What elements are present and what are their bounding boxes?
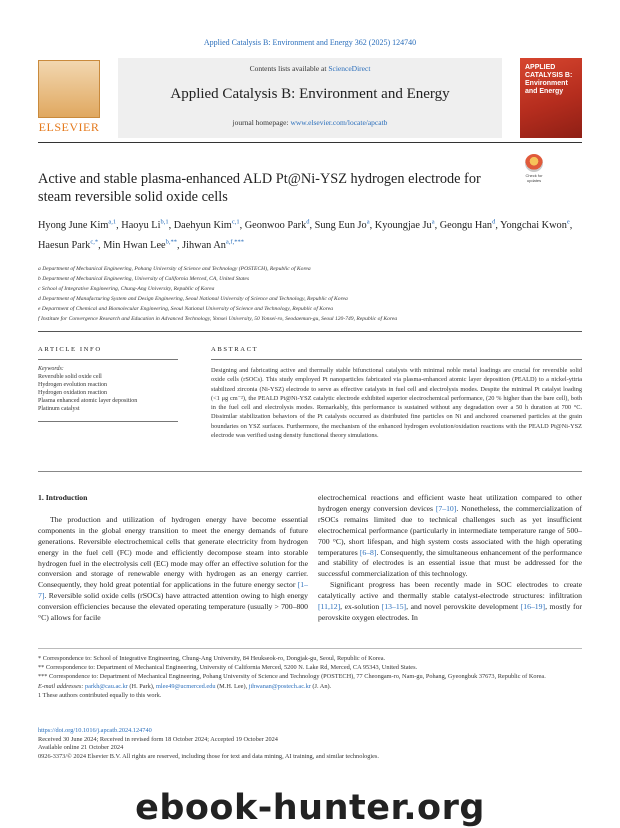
- footnote-divider: [38, 648, 582, 649]
- received-dates: Received 30 June 2024; Received in revised form 18 October 2024; Accepted 19 October 2024: [38, 735, 278, 743]
- keyword: Platinum catalyst: [38, 406, 80, 412]
- author[interactable]: Yongchai Kwon$^e$,: [500, 219, 573, 232]
- masthead-center: [118, 58, 502, 138]
- abstract-heading: ABSTRACT: [211, 346, 259, 353]
- affiliation-d: d Department of Manufacturing System and Design Engineering, Seoul National University of Science and Technology, Republic of Korea: [38, 296, 348, 302]
- citation-link[interactable]: [7–10]: [435, 503, 457, 513]
- affiliation-f: f Institute for Convergence Research and Education in Advanced Technology, Yonsei University, 50 Yonsei-ro, Seodaemun-gu, Seoul 120-749, Republic of Korea: [38, 316, 398, 322]
- homepage-link[interactable]: www.elsevier.com/locate/apcatb: [290, 118, 388, 127]
- body-paragraph: Significant progress has been recently made in SOC electrodes to create catalytically active and thermally stable catalyst-electrode structures: infiltration [11,12], ex-solution [13–15], and novel perovskite development [16–19], mostly for perovskite oxygen electrodes. In: [318, 580, 582, 622]
- sciencedirect-link[interactable]: ScienceDirect: [328, 64, 371, 73]
- abstract-text: Designing and fabricating active and thermally stable bifunctional catalysts with minimal noble metal loadings are crucial for reversible solid oxide cells (rSOCs). This study employed Pt nanoparticles fabricated via plasma-enhanced atomic layer deposition (PEALD) to a nickel-yttria stabilized zirconia (Ni-YSZ) electrode to serve as effective catalysts in fuel cell and electrolysis modes. Despite the minimal Pt catalyst loading (<1 μg cm⁻²), the PEALD Pt@Ni-YSZ catalytic electrode exhibited superior electrochemical performance, (20 % higher than the bare cell), both in the fuel cell and electrolysis modes. Remarkably, this performance is sustained without any degradation over a 50 h duration at 700 °C. Dissimilar stabilization behaviors of the Pt catalysts occurred as distributed fine particles on Ni and anchored coarsened particles at the grain boundaries on YSZ surfaces. Furthermore, the mechanism of the enhanced hydrogen evolution/oxidation reactions with the PEALD Pt@Ni-YSZ electrode was verified using density functional theory simulations.: [211, 367, 582, 440]
- author[interactable]: Geongu Han$^d$,: [439, 219, 501, 232]
- journal-cover-image: [520, 58, 582, 138]
- journal-masthead: [38, 58, 582, 138]
- header-divider: [38, 142, 582, 143]
- author[interactable]: Haoyu Li$^{b,1}$,: [121, 219, 174, 232]
- section-divider: [38, 331, 582, 332]
- author[interactable]: Haesun Park$^{c,*}$,: [38, 238, 104, 251]
- keywords-divider: [38, 421, 178, 422]
- contents-line: [118, 64, 502, 73]
- article-info-divider: [38, 359, 178, 360]
- correspondence-note: * Correspondence to: School of Integrative Engineering, Chung-Ang University, 84 Heukseok-ro, Dongjak-gu, Seoul, Republic of Korea.: [38, 655, 386, 662]
- doi-link[interactable]: https://doi.org/10.1016/j.apcatb.2024.124740: [38, 727, 152, 734]
- affiliation-a: a Department of Mechanical Engineering, Pohang University of Science and Technology (POSTECH), Republic of Korea: [38, 266, 311, 272]
- email-link[interactable]: jihwanan@postech.ac.kr: [248, 682, 311, 690]
- abstract-divider: [211, 359, 582, 360]
- elsevier-tree-icon: [38, 60, 100, 118]
- journal-title: Applied Catalysis B: Environment and Energy: [170, 86, 450, 102]
- equal-contribution-note: 1 These authors contributed equally to this work.: [38, 691, 162, 699]
- author-list: [38, 215, 582, 254]
- homepage-prefix: journal homepage:: [232, 118, 291, 127]
- keyword: Hydrogen evolution reaction: [38, 382, 107, 388]
- check-updates-label: Check for updates: [525, 173, 543, 183]
- email-link[interactable]: mlee49@ucmerced.edu: [156, 682, 216, 690]
- article-info-heading: ARTICLE INFO: [38, 346, 102, 353]
- author[interactable]: Daehyun Kim$^{c,1}$,: [173, 219, 245, 232]
- publication-info: [38, 727, 582, 761]
- author[interactable]: Jihwan $An^{a,f,***}$: [182, 238, 244, 251]
- author[interactable]: Min Hwan Lee$^{b,**}$,: [103, 238, 183, 251]
- article-title: Active and stable plasma-enhanced ALD Pt@Ni-YSZ hydrogen electrode for steam reversible solid oxide cells: [38, 171, 481, 205]
- citation-link[interactable]: [6–8]: [359, 547, 377, 557]
- check-updates-icon: [525, 154, 543, 172]
- elsevier-wordmark: ELSEVIER: [38, 120, 100, 134]
- check-for-updates-button[interactable]: [521, 154, 547, 184]
- citation-link[interactable]: [13–15]: [381, 602, 407, 612]
- body-column-right: [318, 493, 582, 624]
- homepage-line: [118, 118, 502, 127]
- email-addresses: E-mail addresses: parkh@cau.ac.kr (H. Park), mlee49@ucmerced.edu (M.H. Lee), jihwanan@postech.ac.kr (J. An).: [38, 682, 332, 690]
- keyword: Hydrogen oxidation reaction: [38, 390, 107, 396]
- journal-reference[interactable]: Applied Catalysis B: Environment and Energy 362 (2025) 124740: [203, 38, 417, 47]
- affiliation-c: c School of Integrative Engineering, Chung-Ang University, Republic of Korea: [38, 286, 215, 292]
- elsevier-logo: [38, 60, 100, 136]
- keywords-block: [38, 365, 188, 413]
- author[interactable]: Hyong June Kim$^{a,1}$,: [38, 219, 122, 232]
- introduction-heading: 1. Introduction: [38, 493, 88, 502]
- correspondence-note: *** Correspondence to: Department of Mechanical Engineering, Pohang University of Science and Technology (POSTECH), 77 Cheongam-ro, Nam-gu, Pohang, Gyeongbuk 37673, Republic of Korea.: [38, 673, 546, 681]
- author[interactable]: Kyoungjae Ju$^a$,: [374, 219, 440, 232]
- copyright: 0926-3373/© 2024 Elsevier B.V. All rights are reserved, including those for text and data mining, AI training, and similar technologies.: [38, 752, 379, 760]
- abstract-bottom-divider: [38, 471, 582, 472]
- affiliations: [38, 264, 582, 324]
- citation-link[interactable]: [1–7]: [38, 580, 308, 601]
- body-paragraph: electrochemical reactions and efficient waste heat utilization compared to other hydrogen energy conversion devices [7–10]. Nonetheless, the commercialization of rSOCs remains limited due to technical challenges such as yet insufficient electrochemical performance (particularly in intermediate temperature range of 500–700 °C), short lifespan, and high system costs associated with the high operating temperatures [6–8]. Consequently, the simultaneous enhancement of the performance and stability of electrodes is an essential issue that must be addressed for the successful commercialization of this technology.: [318, 493, 583, 579]
- email-link[interactable]: parkh@cau.ac.kr: [85, 682, 128, 690]
- cover-text: APPLIED CATALYSIS B: Environment and Energy: [525, 64, 573, 95]
- citation-link[interactable]: [16–19]: [520, 602, 546, 612]
- keywords-label: Keywords:: [38, 366, 64, 372]
- footnotes: [38, 654, 582, 700]
- contents-prefix: Contents lists available at: [249, 64, 329, 73]
- watermark: ebook-hunter.org: [135, 788, 485, 828]
- affiliation-e: e Department of Chemical and Biomolecular Engineering, Seoul National University of Science and Technology, Republic of Korea: [38, 306, 334, 312]
- affiliation-b: b Department of Mechanical Engineering, University of California Merced, CA, United States: [38, 276, 250, 282]
- keyword: Reversible solid oxide cell: [38, 374, 102, 380]
- intro-paragraph: The production and utilization of hydrogen energy have become essential components in the global energy transition to meet the energy demands of future generations. Reversible electrochemical cells that generate electricity from hydrogen energy in the fuel cell (FC) mode and efficiently decompose steam into storable hydrogen fuel in the electrolysis cell (EC) mode may offer an effective solution for the conversion and storage of renewable energy with hydrogen as an energy carrier. Consequently, they hold great potential for applications in the future energy sector [1–7]. Reversible solid oxide cells (rSOCs) have attracted attention owing to high energy conversion efficiencies because the elevated operating temperature (usually > 700–800 °C) allows for facile: [38, 514, 308, 623]
- available-online: Available online 21 October 2024: [38, 744, 124, 752]
- citation-link[interactable]: [11,12]: [318, 602, 341, 612]
- author[interactable]: Geonwoo Park$^d$,: [244, 219, 315, 232]
- body-column-left: [38, 493, 308, 624]
- keyword: Plasma enhanced atomic layer deposition: [38, 398, 138, 404]
- author[interactable]: Sung Eun Jo$^a$,: [314, 219, 375, 232]
- correspondence-note: ** Correspondence to: Department of Mechanical Engineering, University of California Merced, 5200 N. Lake Rd, Merced, CA 95343, United States.: [38, 664, 418, 672]
